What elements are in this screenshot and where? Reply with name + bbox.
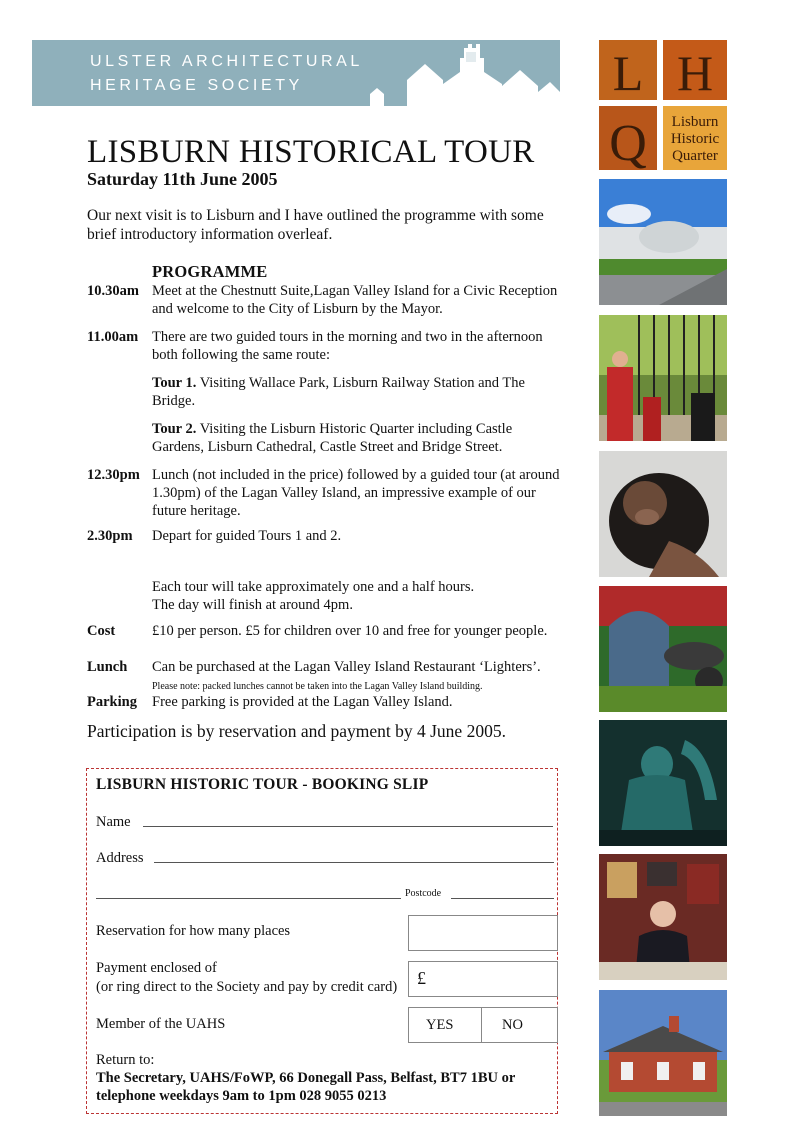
cost-label: Cost <box>87 623 116 639</box>
lunch-description: Can be purchased at the Lagan Valley Island Restaurant ‘Lighters’. <box>152 659 541 675</box>
yes-option[interactable] <box>408 1007 482 1043</box>
pound-sign: £ <box>417 968 426 988</box>
return-line-2: telephone weekdays 9am to 1pm 028 9055 0213 <box>96 1088 387 1104</box>
payment-label: Payment enclosed of <box>96 960 217 976</box>
payment-field[interactable] <box>408 961 558 997</box>
booking-slip <box>86 768 558 1114</box>
parking-label: Parking <box>87 694 137 710</box>
tour-1-description: Visiting Wallace Park, Lisburn Railway Station and The Bridge. <box>152 375 525 409</box>
blue-statue-photo <box>599 720 727 846</box>
booking-slip-title: LISBURN HISTORIC TOUR - BOOKING SLIP <box>96 776 429 793</box>
programme-time: 11.00am <box>87 329 139 345</box>
tour-2-label: Tour 2. <box>152 421 197 437</box>
programme-text: Depart for guided Tours 1 and 2. <box>152 528 342 544</box>
address-field[interactable] <box>154 862 554 863</box>
cost-text: £10 per person. £5 for children over 10 and free for younger people. <box>152 623 548 639</box>
finish-time-note: The day will finish at around 4pm. <box>152 597 353 613</box>
portrait-room-photo <box>599 854 727 980</box>
lhq-logo <box>599 40 727 170</box>
tour-1-label: Tour 1. <box>152 375 197 391</box>
address-label: Address <box>96 850 144 866</box>
programme-text: There are two guided tours in the morning and two in the afternoon both following the same route: <box>152 329 543 363</box>
programme-text: Lunch (not included in the price) followed by a guided tour (at around 1.30pm) of the Lagan Valley Island, an impressive example of our future heritage. <box>152 467 560 519</box>
tour-duration-note: Each tour will take approximately one and a half hours. <box>152 579 475 595</box>
programme-text: Meet at the Chestnutt Suite,Lagan Valley Island for a Civic Reception and welcome to the City of Lisburn by the Mayor. <box>152 283 558 317</box>
payment-note: (or ring direct to the Society and pay by credit card) <box>96 979 398 995</box>
page-title: LISBURN HISTORICAL TOUR <box>87 134 535 170</box>
event-date: Saturday 11th June 2005 <box>87 169 278 189</box>
participation-deadline: Participation is by reservation and payment by 4 June 2005. <box>87 721 506 741</box>
logo-text-2: Historic <box>670 131 720 147</box>
return-label: Return to: <box>96 1052 155 1068</box>
lunch-label: Lunch <box>87 659 128 675</box>
society-banner <box>32 40 560 106</box>
park-gate-photo <box>599 315 727 441</box>
places-label: Reservation for how many places <box>96 923 291 939</box>
postcode-field[interactable] <box>451 898 554 899</box>
lunch-text <box>152 658 562 694</box>
return-line-1: The Secretary, UAHS/FoWP, 66 Donegall Pass, Belfast, BT7 1BU or <box>96 1070 516 1086</box>
lagan-valley-island-photo <box>599 179 727 305</box>
castle-gardens-painting <box>599 586 727 712</box>
return-address <box>96 1051 515 1105</box>
yes-label: YES <box>426 1017 454 1033</box>
logo-letter-h: H <box>676 45 714 101</box>
no-label: NO <box>502 1017 523 1033</box>
places-field[interactable] <box>408 915 558 951</box>
programme-time: 12.30pm <box>87 467 140 483</box>
banner-line-2: HERITAGE SOCIETY <box>90 77 303 94</box>
programme-time: 10.30am <box>87 283 139 299</box>
tour-2-description: Visiting the Lisburn Historic Quarter including Castle Gardens, Lisburn Cathedral, Castle Street and Bridge Street. <box>152 421 513 455</box>
intro-text: Our next visit is to Lisburn and I have outlined the programme with some brief introductory information overleaf. <box>87 207 544 243</box>
tour-2-text <box>152 420 562 456</box>
name-label: Name <box>96 814 131 830</box>
logo-letter-q: Q <box>609 115 647 170</box>
tour-1-text <box>152 374 562 410</box>
banner-line-1: ULSTER ARCHITECTURAL <box>90 53 363 70</box>
logo-text-1: Lisburn <box>671 114 719 130</box>
town-silhouette <box>32 40 560 106</box>
lunch-note: Please note: packed lunches cannot be taken into the Lagan Valley Island building. <box>152 681 483 692</box>
parking-text: Free parking is provided at the Lagan Valley Island. <box>152 694 453 710</box>
logo-letter-l: L <box>612 45 644 101</box>
brick-house-photo <box>599 990 727 1116</box>
address-line-2[interactable] <box>96 898 401 899</box>
postcode-label: Postcode <box>405 888 442 899</box>
no-option[interactable] <box>481 1007 558 1043</box>
logo-text-3: Quarter <box>672 148 718 164</box>
programme-heading: PROGRAMME <box>152 262 268 281</box>
lion-statue-photo <box>599 451 727 577</box>
name-field[interactable] <box>143 826 553 827</box>
member-label: Member of the UAHS <box>96 1016 226 1032</box>
programme-time: 2.30pm <box>87 528 133 544</box>
